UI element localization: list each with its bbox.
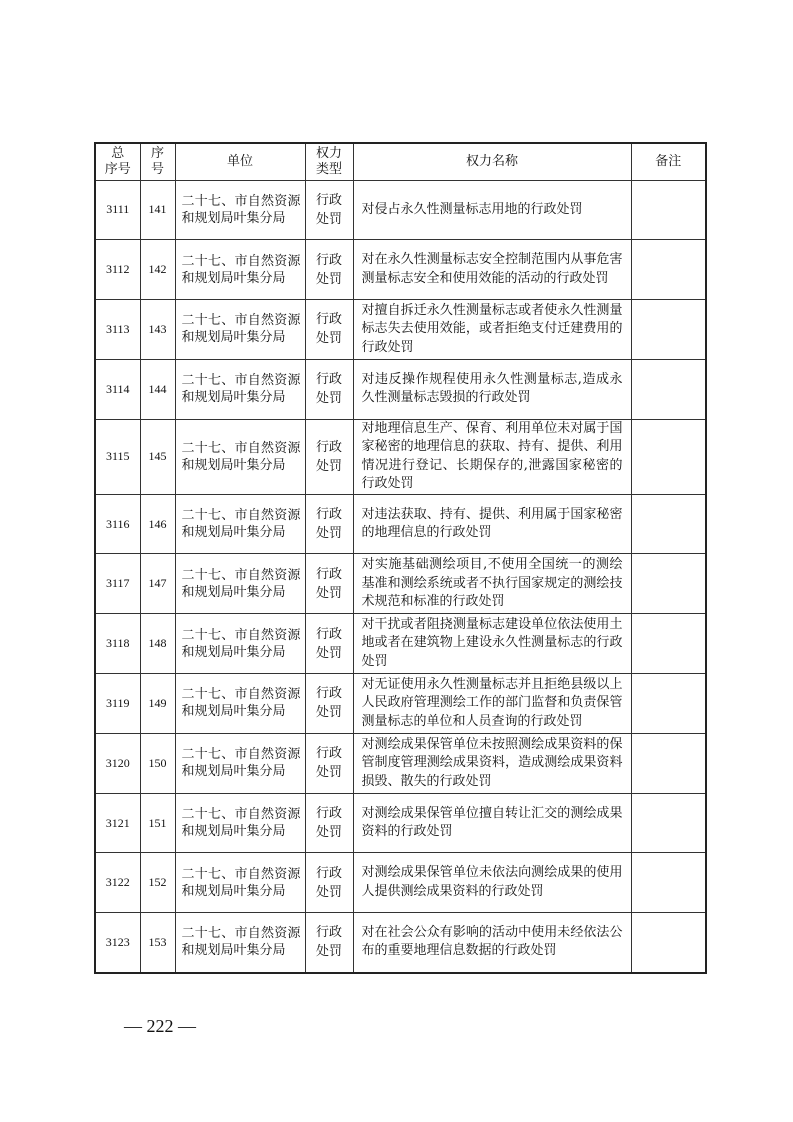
power-name-cell: 对在永久性测量标志安全控制范围内从事危害测量标志安全和使用效能的活动的行政处罚 xyxy=(353,240,631,300)
table-row xyxy=(95,300,706,360)
table-row xyxy=(95,359,706,419)
total-no-cell: 3118 xyxy=(95,614,140,674)
table-row xyxy=(95,793,706,853)
header-unit: 单位 xyxy=(175,143,305,180)
remark-cell xyxy=(631,853,706,913)
seq-no-cell: 149 xyxy=(140,674,175,734)
header-power-type: 权力 类型 xyxy=(305,143,353,180)
remark-cell xyxy=(631,419,706,494)
power-name-cell: 对无证使用永久性测量标志并且拒绝县级以上人民政府管理测绘工作的部门监督和负责保管测量标志的单位和人员查询的行政处罚 xyxy=(353,674,631,734)
seq-no-cell: 142 xyxy=(140,240,175,300)
unit-cell: 二十七、市自然资源和规划局叶集分局 xyxy=(175,494,305,554)
power-name-cell: 对擅自拆迁永久性测量标志或者使永久性测量标志失去使用效能，或者拒绝支付迁建费用的行政处罚 xyxy=(353,300,631,360)
total-no-cell: 3123 xyxy=(95,913,140,973)
power-type-cell: 行政 处罚 xyxy=(305,359,353,419)
power-type-cell: 行政 处罚 xyxy=(305,913,353,973)
unit-cell: 二十七、市自然资源和规划局叶集分局 xyxy=(175,674,305,734)
unit-cell: 二十七、市自然资源和规划局叶集分局 xyxy=(175,853,305,913)
total-no-cell: 3116 xyxy=(95,494,140,554)
power-type-cell: 行政 处罚 xyxy=(305,240,353,300)
remark-cell xyxy=(631,300,706,360)
unit-cell: 二十七、市自然资源和规划局叶集分局 xyxy=(175,554,305,614)
seq-no-cell: 153 xyxy=(140,913,175,973)
power-name-cell: 对违法获取、持有、提供、利用属于国家秘密的地理信息的行政处罚 xyxy=(353,494,631,554)
total-no-cell: 3117 xyxy=(95,554,140,614)
page-number: — 222 — xyxy=(124,1016,196,1036)
header-seq-no: 序 号 xyxy=(140,143,175,180)
remark-cell xyxy=(631,913,706,973)
total-no-cell: 3115 xyxy=(95,419,140,494)
total-no-cell: 3111 xyxy=(95,180,140,240)
power-type-cell: 行政 处罚 xyxy=(305,180,353,240)
remark-cell xyxy=(631,180,706,240)
remark-cell xyxy=(631,733,706,793)
unit-cell: 二十七、市自然资源和规划局叶集分局 xyxy=(175,419,305,494)
unit-cell: 二十七、市自然资源和规划局叶集分局 xyxy=(175,359,305,419)
power-name-cell: 对地理信息生产、保育、利用单位未对属于国家秘密的地理信息的获取、持有、提供、利用情况进行登记、长期保存的,泄露国家秘密的行政处罚 xyxy=(353,419,631,494)
remark-cell xyxy=(631,614,706,674)
unit-cell: 二十七、市自然资源和规划局叶集分局 xyxy=(175,240,305,300)
table-row xyxy=(95,240,706,300)
power-type-cell: 行政 处罚 xyxy=(305,614,353,674)
remark-cell xyxy=(631,674,706,734)
power-type-cell: 行政 处罚 xyxy=(305,300,353,360)
total-no-cell: 3120 xyxy=(95,733,140,793)
unit-cell: 二十七、市自然资源和规划局叶集分局 xyxy=(175,793,305,853)
header-total-no: 总 序号 xyxy=(95,143,140,180)
seq-no-cell: 146 xyxy=(140,494,175,554)
total-no-cell: 3113 xyxy=(95,300,140,360)
power-type-cell: 行政 处罚 xyxy=(305,674,353,734)
remark-cell xyxy=(631,554,706,614)
total-no-cell: 3122 xyxy=(95,853,140,913)
header-remark: 备注 xyxy=(631,143,706,180)
seq-no-cell: 150 xyxy=(140,733,175,793)
remark-cell xyxy=(631,494,706,554)
unit-cell: 二十七、市自然资源和规划局叶集分局 xyxy=(175,913,305,973)
power-list-table xyxy=(94,142,707,974)
table-row xyxy=(95,733,706,793)
total-no-cell: 3112 xyxy=(95,240,140,300)
power-name-cell: 对实施基础测绘项目,不使用全国统一的测绘基准和测绘系统或者不执行国家规定的测绘技术规范和标准的行政处罚 xyxy=(353,554,631,614)
seq-no-cell: 148 xyxy=(140,614,175,674)
seq-no-cell: 141 xyxy=(140,180,175,240)
table-row xyxy=(95,674,706,734)
power-type-cell: 行政 处罚 xyxy=(305,494,353,554)
unit-cell: 二十七、市自然资源和规划局叶集分局 xyxy=(175,733,305,793)
unit-cell: 二十七、市自然资源和规划局叶集分局 xyxy=(175,614,305,674)
power-name-cell: 对违反操作规程使用永久性测量标志,造成永久性测量标志毁损的行政处罚 xyxy=(353,359,631,419)
seq-no-cell: 151 xyxy=(140,793,175,853)
table-row xyxy=(95,494,706,554)
power-name-cell: 对干扰或者阻挠测量标志建设单位依法使用土地或者在建筑物上建设永久性测量标志的行政处罚 xyxy=(353,614,631,674)
table-header-row xyxy=(95,143,706,180)
seq-no-cell: 152 xyxy=(140,853,175,913)
unit-cell: 二十七、市自然资源和规划局叶集分局 xyxy=(175,300,305,360)
table-row xyxy=(95,853,706,913)
power-type-cell: 行政 处罚 xyxy=(305,733,353,793)
total-no-cell: 3114 xyxy=(95,359,140,419)
remark-cell xyxy=(631,793,706,853)
power-name-cell: 对测绘成果保管单位擅自转让汇交的测绘成果资料的行政处罚 xyxy=(353,793,631,853)
header-power-name: 权力名称 xyxy=(353,143,631,180)
seq-no-cell: 145 xyxy=(140,419,175,494)
seq-no-cell: 147 xyxy=(140,554,175,614)
power-type-cell: 行政 处罚 xyxy=(305,793,353,853)
power-name-cell: 对测绘成果保管单位未按照测绘成果资料的保管制度管理测绘成果资料，造成测绘成果资料损毁、散失的行政处罚 xyxy=(353,733,631,793)
total-no-cell: 3121 xyxy=(95,793,140,853)
unit-cell: 二十七、市自然资源和规划局叶集分局 xyxy=(175,180,305,240)
remark-cell xyxy=(631,359,706,419)
power-type-cell: 行政 处罚 xyxy=(305,853,353,913)
seq-no-cell: 144 xyxy=(140,359,175,419)
power-name-cell: 对侵占永久性测量标志用地的行政处罚 xyxy=(353,180,631,240)
remark-cell xyxy=(631,240,706,300)
power-name-cell: 对测绘成果保管单位未依法向测绘成果的使用人提供测绘成果资料的行政处罚 xyxy=(353,853,631,913)
table-row xyxy=(95,554,706,614)
seq-no-cell: 143 xyxy=(140,300,175,360)
total-no-cell: 3119 xyxy=(95,674,140,734)
table-row xyxy=(95,614,706,674)
power-type-cell: 行政 处罚 xyxy=(305,419,353,494)
table-row xyxy=(95,913,706,973)
power-name-cell: 对在社会公众有影响的活动中使用未经依法公布的重要地理信息数据的行政处罚 xyxy=(353,913,631,973)
power-type-cell: 行政 处罚 xyxy=(305,554,353,614)
table-row xyxy=(95,180,706,240)
table-row xyxy=(95,419,706,494)
